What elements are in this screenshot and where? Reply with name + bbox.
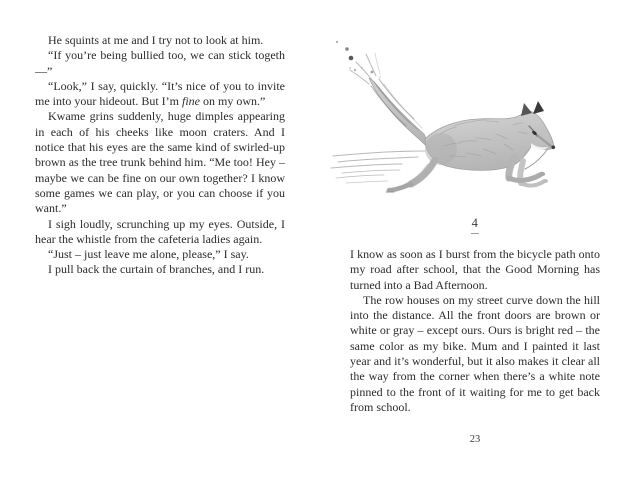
chapter-heading <box>350 216 600 234</box>
speed-lines <box>331 151 425 183</box>
paragraph: He squints at me and I try not to look at him. <box>48 33 264 47</box>
italic-word: fine <box>181 94 200 109</box>
page-number: 23 <box>469 434 481 445</box>
right-page-text <box>350 216 600 415</box>
paragraph: Kwame grins suddenly, huge dimples appearing in each of his cheeks like moon craters. And I notice that his eyes are the same kind of swirled-up brown as the tree trunk behind him. “Me too! Hey – maybe we can be fine on our own together? I know some games we can play, or you can choose if you want.” <box>35 109 285 216</box>
paragraph: I know as soon as I burst from the bicycle path onto my road after school, that the Good Morning has turned into a Bad Afternoon. <box>350 247 600 292</box>
fox-ear-front <box>533 101 544 114</box>
paragraph: I pull back the curtain of branches, and I run. <box>48 262 265 277</box>
paragraph: The row houses on my street curve down the hill into the distance. All the front doors are brown or white or gray – except ours. Ours is bright red – the same color as my bike. Mum and I painted it last year and it’s wonderful, but it also makes it clear all the way from the corner when there’s a white note pinned to the front of it waiting for me to get back from school. <box>350 292 600 414</box>
fox-tail <box>350 53 432 152</box>
paragraph: I sigh loudly, scrunching up my eyes. Outside, I hear the whistle from the cafeteria ladies again. <box>35 216 285 246</box>
paragraph-segment: “Look,” I say, quickly. “It’s nice of you to invite me into your hideout. But I’m <box>35 78 285 109</box>
fox-nose <box>552 146 556 150</box>
chapter-number: 4 <box>471 216 479 230</box>
tail-wisps <box>350 53 380 84</box>
paragraph: “If you’re being bullied too, we can stick togeth—” <box>35 48 285 78</box>
fox-haunch <box>425 133 457 165</box>
chapter-rule <box>471 233 479 234</box>
left-page-text <box>35 33 285 278</box>
fox-illustration <box>328 22 618 217</box>
paragraph: “Just – just leave me alone, please,” I say. <box>48 247 249 262</box>
paragraph-segment: on my own.” <box>199 94 266 109</box>
fox-front-legs <box>509 150 548 186</box>
paragraph <box>35 79 285 110</box>
